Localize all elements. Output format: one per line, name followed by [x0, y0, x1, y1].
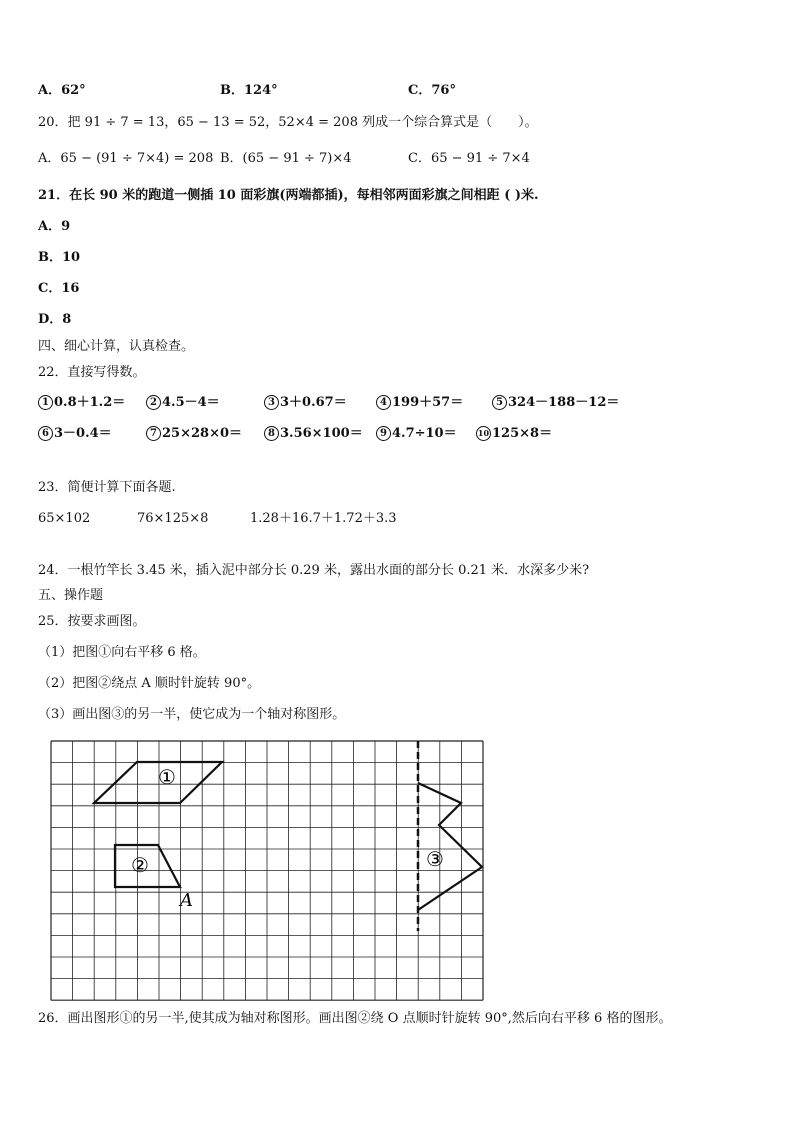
q19-option-a: A．62°	[38, 83, 86, 98]
q22-expression: 125×8＝	[492, 426, 553, 441]
q22-expression: 324－188－12＝	[508, 395, 620, 410]
circled-number: 9	[376, 426, 391, 441]
q22-expression: 4.7÷10＝	[392, 426, 457, 441]
shape-1-label: ①	[158, 765, 176, 789]
q26-stem: 26．画出图形①的另一半,使其成为轴对称图形。画出图②绕 O 点顺时针旋转 90°,然后向右平移 6 格的图形。	[38, 1011, 672, 1026]
circled-number: 3	[264, 395, 279, 410]
circled-number: 7	[146, 426, 161, 441]
q21-option-d: D．8	[38, 312, 72, 327]
q22-expression: 3－0.4＝	[54, 426, 112, 441]
q22-expression: 3＋0.67＝	[280, 395, 347, 410]
q22-expression: 3.56×100＝	[280, 426, 363, 441]
q24-stem: 24．一根竹竿长 3.45 米，插入泥中部分长 0.29 米，露出水面的部分长 0.21 米．水深多少米?	[38, 563, 590, 578]
q22-expression: 199＋57＝	[392, 395, 464, 410]
q20-option-c: C．65 − 91 ÷ 7×4	[408, 151, 530, 166]
circled-number: 10	[476, 426, 491, 441]
q23-item-1: 65×102	[38, 511, 91, 526]
q23-item-3: 1.28＋16.7＋1.72＋3.3	[250, 511, 397, 526]
circled-number: 8	[264, 426, 279, 441]
circled-number: 1	[38, 395, 53, 410]
circled-number: 2	[146, 395, 161, 410]
q23-stem: 23．简便计算下面各题.	[38, 480, 176, 495]
q21-option-a: A．9	[38, 219, 71, 234]
shape-3-half	[418, 741, 482, 931]
q21-option-b: B．10	[38, 250, 81, 265]
shape-2-label: ②	[131, 853, 149, 877]
q23-item-2: 76×125×8	[137, 511, 209, 526]
q20-option-a: A．65 − (91 ÷ 7×4) = 208	[38, 151, 214, 166]
q22-stem: 22．直接写得数。	[38, 365, 146, 380]
circled-number: 6	[38, 426, 53, 441]
q25-sub-2: （2）把图②绕点 A 顺时针旋转 90°。	[38, 676, 261, 691]
section-4-heading: 四、细心计算，认真检查。	[38, 339, 195, 354]
point-a-label: A	[180, 890, 193, 911]
q21-stem: 21．在长 90 米的跑道一侧插 10 面彩旗(两端都插)，每相邻两面彩旗之间相距 ( )米.	[38, 188, 539, 203]
q21-option-c: C．16	[38, 281, 80, 296]
q25-sub-1: （1）把图①向右平移 6 格。	[38, 645, 206, 660]
q20-stem: 20．把 91 ÷ 7 = 13，65 − 13 = 52，52×4 = 208 列成一个综合算式是（ ）。	[38, 115, 538, 130]
shape-3-label: ③	[426, 847, 444, 871]
shape-1-parallelogram	[94, 762, 222, 803]
q19-option-b: B．124°	[220, 83, 278, 98]
q19-option-c: C．76°	[408, 83, 456, 98]
section-5-heading: 五、操作题	[38, 588, 104, 603]
circled-number: 4	[376, 395, 391, 410]
q22-expression: 0.8＋1.2＝	[54, 395, 126, 410]
q25-stem: 25．按要求画图。	[38, 614, 146, 629]
q22-expression: 25×28×0＝	[162, 426, 243, 441]
q25-sub-3: （3）画出图③的另一半，使它成为一个轴对称图形。	[38, 707, 346, 722]
q22-expression: 4.5－4＝	[162, 395, 220, 410]
circled-number: 5	[492, 395, 507, 410]
shape-2-trapezoid	[115, 845, 193, 911]
q20-option-b: B．(65 − 91 ÷ 7)×4	[220, 151, 352, 166]
